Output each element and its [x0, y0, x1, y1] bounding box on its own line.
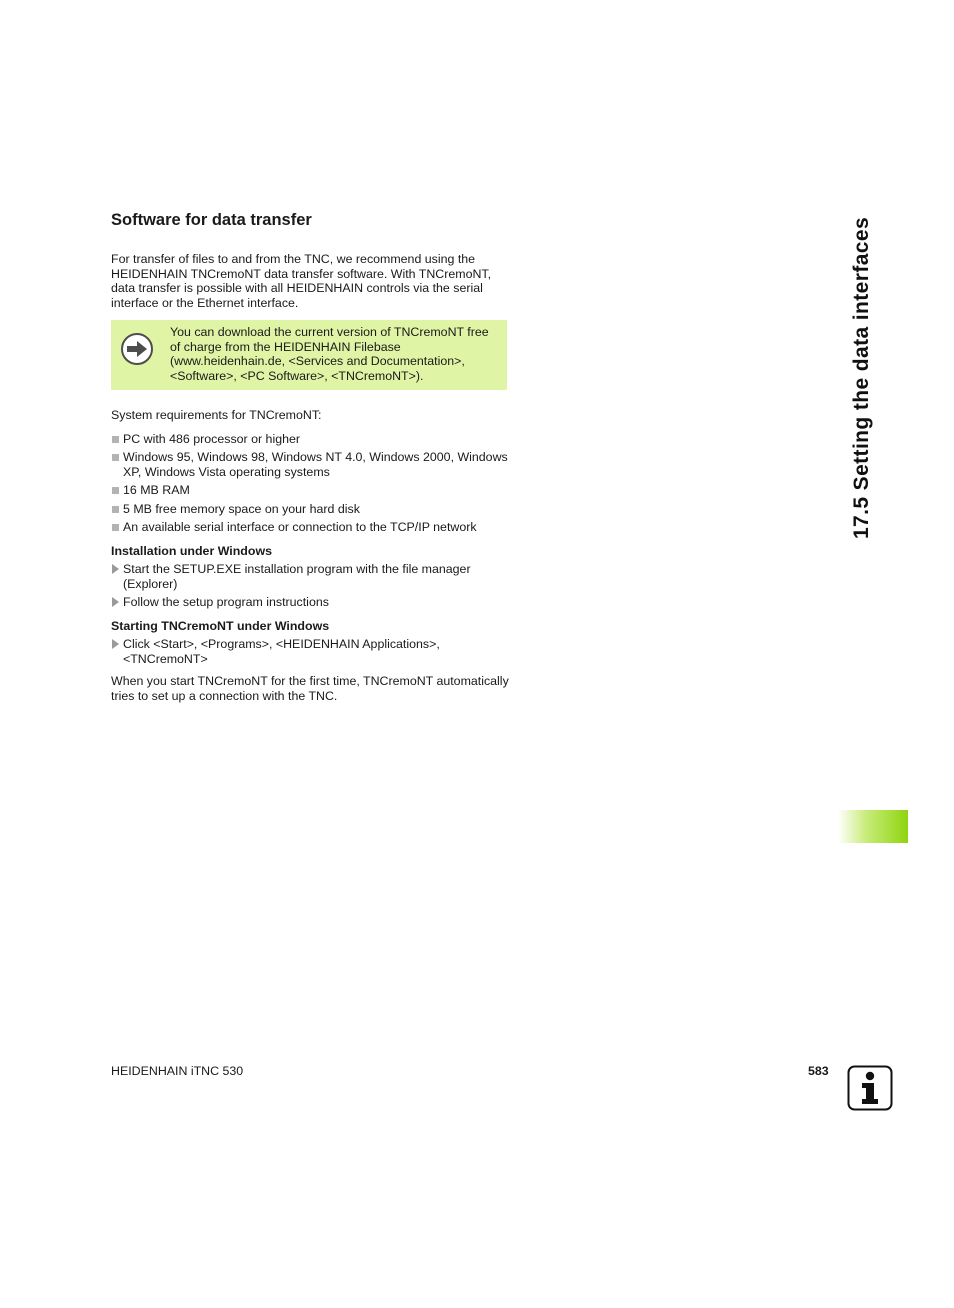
square-bullet-icon [112, 506, 119, 513]
list-item: PC with 486 processor or higher [111, 432, 511, 447]
list-item: An available serial interface or connection to the TCP/IP network [111, 520, 511, 535]
list-item: 5 MB free memory space on your hard disk [111, 502, 511, 517]
requirements-list [111, 432, 511, 535]
list-item: Windows 95, Windows 98, Windows NT 4.0, Windows 2000, Windows XP, Windows Vista operating systems [111, 450, 511, 479]
triangle-bullet-icon [112, 597, 119, 607]
list-item: Start the SETUP.EXE installation program with the file manager (Explorer) [111, 562, 511, 591]
chapter-tab [838, 810, 908, 843]
info-icon [847, 1065, 893, 1111]
note-box [111, 320, 507, 390]
sysreq-intro: System requirements for TNCremoNT: [111, 408, 322, 422]
square-bullet-icon [112, 487, 119, 494]
triangle-bullet-icon [112, 639, 119, 649]
arrow-right-icon [120, 332, 154, 366]
list-item: 16 MB RAM [111, 483, 511, 498]
footer-product: HEIDENHAIN iTNC 530 [111, 1064, 244, 1078]
note-text: You can download the current version of TNCremoNT free of charge from the HEIDENHAIN Filebase (www.heidenhain.de, <Services and Documentation>, <Software>, <PC Software>, <TNCremoNT>). [170, 325, 489, 383]
list-item: Follow the setup program instructions [111, 595, 511, 610]
triangle-bullet-icon [112, 564, 119, 574]
main-content [111, 210, 511, 703]
intro-paragraph: For transfer of files to and from the TNC, we recommend using the HEIDENHAIN TNCremoNT data transfer software. With TNCremoNT, data transfer is possible with all HEIDENHAIN controls via the serial interface or the Ethernet interface. [111, 252, 492, 310]
start-steps [111, 637, 511, 666]
install-heading: Installation under Windows [111, 543, 272, 558]
closing-paragraph: When you start TNCremoNT for the first time, TNCremoNT automatically tries to set up a connection with the TNC. [111, 674, 509, 703]
square-bullet-icon [112, 436, 119, 443]
square-bullet-icon [112, 524, 119, 531]
chapter-title: 17.5 Setting the data interfaces [850, 216, 873, 540]
page-number: 583 [808, 1064, 829, 1078]
section-heading: Software for data transfer [111, 211, 312, 229]
square-bullet-icon [112, 454, 119, 461]
start-heading: Starting TNCremoNT under Windows [111, 618, 330, 633]
list-item: Click <Start>, <Programs>, <HEIDENHAIN Applications>, <TNCremoNT> [111, 637, 511, 666]
install-steps [111, 562, 511, 610]
